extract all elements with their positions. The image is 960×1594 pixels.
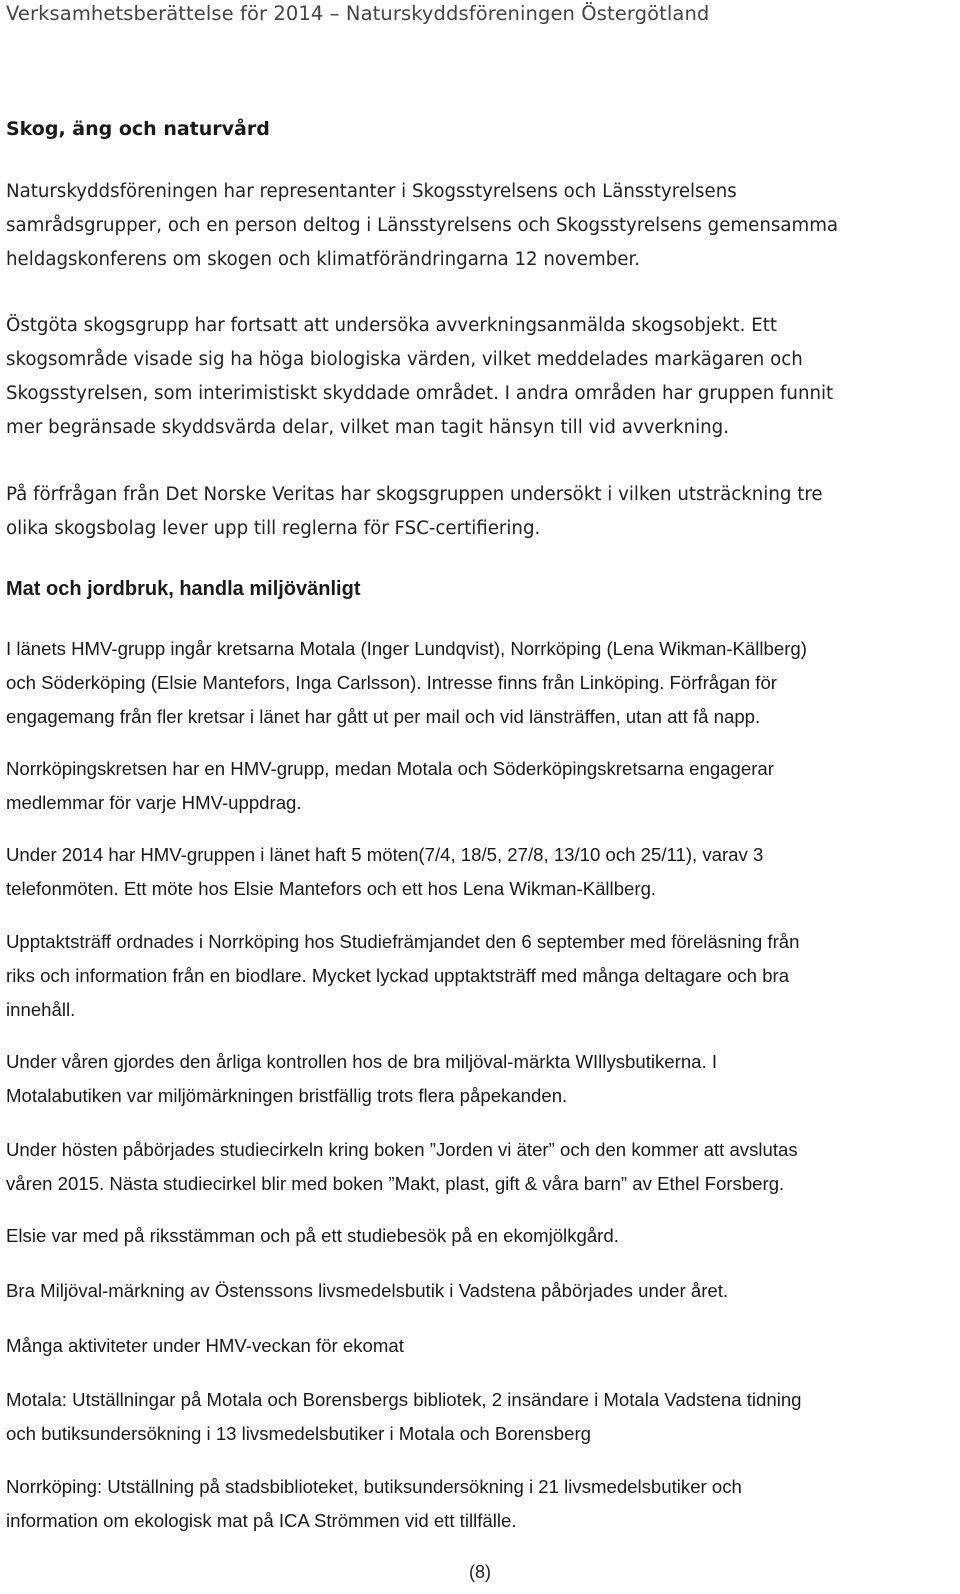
text-line: Många aktiviteter under HMV-veckan för ekomat xyxy=(6,1335,404,1356)
skog-paragraph-1 xyxy=(6,175,946,277)
text-line: Norrköpingskretsen har en HMV-grupp, medan Motala och Söderköpingskretsarna engagerar xyxy=(6,758,774,779)
mat-paragraph-11 xyxy=(6,1470,946,1538)
text-line: olika skogsbolag lever upp till reglerna för FSC-certifiering. xyxy=(6,518,541,539)
text-line: innehåll. xyxy=(6,999,76,1020)
text-line: mer begränsade skyddsvärda delar, vilket man tagit hänsyn till vid avverkning. xyxy=(6,417,730,438)
text-line: och butiksundersökning i 13 livsmedelsbutiker i Motala och Borensberg xyxy=(6,1423,591,1444)
text-line: Skogsstyrelsen, som interimistiskt skyddade området. I andra områden har gruppen funnit xyxy=(6,383,834,404)
text-line: I länets HMV-grupp ingår kretsarna Motala (Inger Lundqvist), Norrköping (Lena Wikman-Källberg) xyxy=(6,638,807,659)
text-line: Motala: Utställningar på Motala och Borensbergs bibliotek, 2 insändare i Motala Vadstena tidning xyxy=(6,1389,802,1410)
text-line: Motalabutiken var miljömärkningen bristfällig trots flera påpekanden. xyxy=(6,1085,568,1106)
skog-paragraph-2 xyxy=(6,309,946,445)
text-line: Östgöta skogsgrupp har fortsatt att undersöka avverkningsanmälda skogsobjekt. Ett xyxy=(6,315,777,336)
text-line: Bra Miljöval-märkning av Östenssons livsmedelsbutik i Vadstena påbörjades under året. xyxy=(6,1280,729,1301)
text-line: riks och information från en biodlare. Mycket lyckad upptaktsträff med många deltagare och bra xyxy=(6,965,790,986)
mat-paragraph-5 xyxy=(6,1045,946,1113)
text-line: Elsie var med på riksstämman och på ett studiebesök på en ekomjölkgård. xyxy=(6,1225,619,1246)
text-line: Under hösten påbörjades studiecirkeln kring boken ”Jorden vi äter” och den kommer att avslutas xyxy=(6,1139,798,1160)
text-line: Norrköping: Utställning på stadsbiblioteket, butiksundersökning i 21 livsmedelsbutiker och xyxy=(6,1476,742,1497)
mat-paragraph-3 xyxy=(6,838,946,906)
mat-paragraph-9 xyxy=(6,1329,946,1363)
text-line: heldagskonferens om skogen och klimatförändringarna 12 november. xyxy=(6,249,641,270)
mat-paragraph-7 xyxy=(6,1219,946,1253)
text-line: Naturskyddsföreningen har representanter i Skogsstyrelsens och Länsstyrelsens xyxy=(6,181,737,202)
text-line: och Söderköping (Elsie Mantefors, Inga Carlsson). Intresse finns från Linköping. Förfrågan för xyxy=(6,672,777,693)
text-line: Under våren gjordes den årliga kontrollen hos de bra miljöval-märkta WIllysbutikerna. I xyxy=(6,1051,718,1072)
text-line: engagemang från fler kretsar i länet har gått ut per mail och vid länsträffen, utan att få napp. xyxy=(6,706,761,727)
text-line: våren 2015. Nästa studiecirkel blir med boken ”Makt, plast, gift & våra barn” av Ethel Forsberg. xyxy=(6,1173,785,1194)
mat-paragraph-2 xyxy=(6,752,946,820)
text-line: telefonmöten. Ett möte hos Elsie Mantefors och ett hos Lena Wikman-Källberg. xyxy=(6,878,657,899)
text-line: skogsområde visade sig ha höga biologiska värden, vilket meddelades markägaren och xyxy=(6,349,803,370)
text-line: På förfrågan från Det Norske Veritas har skogsgruppen undersökt i vilken utsträckning tre xyxy=(6,484,823,505)
mat-paragraph-6 xyxy=(6,1133,946,1201)
section-title-mat: Mat och jordbruk, handla miljövänligt xyxy=(6,578,361,600)
text-line: samrådsgrupper, och en person deltog i Länsstyrelsens och Skogsstyrelsens gemensamma xyxy=(6,215,839,236)
skog-paragraph-3 xyxy=(6,478,946,546)
mat-paragraph-10 xyxy=(6,1383,946,1451)
mat-paragraph-4 xyxy=(6,925,946,1027)
mat-paragraph-1 xyxy=(6,632,946,734)
running-header: Verksamhetsberättelse för 2014 – Naturskyddsföreningen Östergötland xyxy=(6,2,710,25)
text-line: information om ekologisk mat på ICA Strömmen vid ett tillfälle. xyxy=(6,1510,517,1531)
page-number: (8) xyxy=(469,1562,491,1582)
text-line: Upptaktsträff ordnades i Norrköping hos Studiefrämjandet den 6 september med föreläsning från xyxy=(6,931,800,952)
mat-paragraph-8 xyxy=(6,1274,946,1308)
text-line: medlemmar för varje HMV-uppdrag. xyxy=(6,792,302,813)
text-line: Under 2014 har HMV-gruppen i länet haft 5 möten(7/4, 18/5, 27/8, 13/10 och 25/11), varav 3 xyxy=(6,844,764,865)
section-title-skog: Skog, äng och naturvård xyxy=(6,118,270,140)
